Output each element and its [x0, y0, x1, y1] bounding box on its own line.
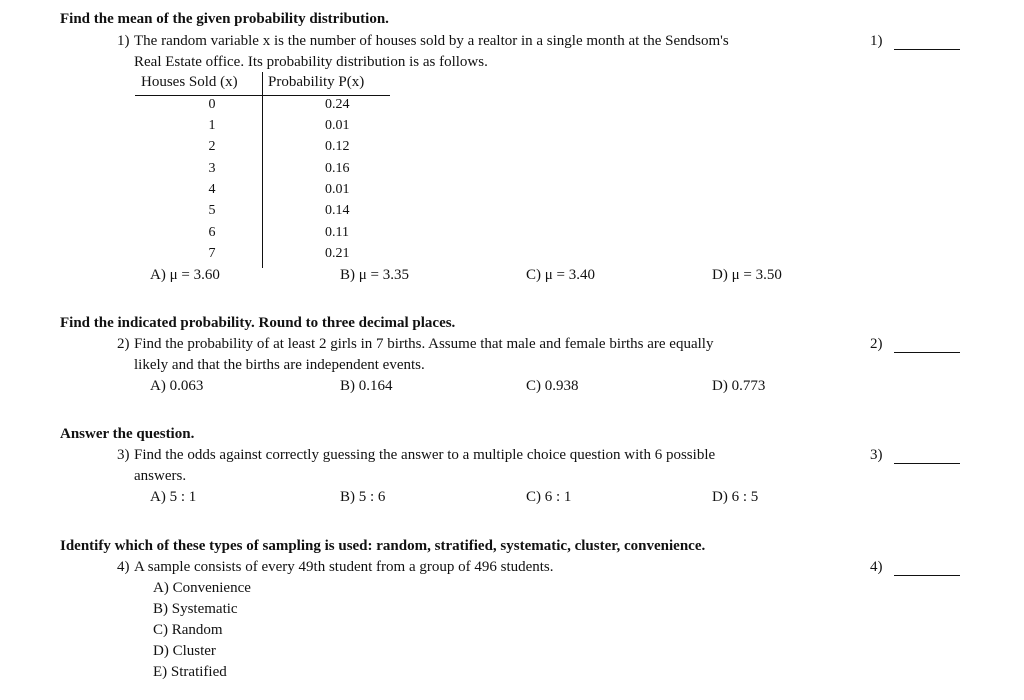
answer-blank-3[interactable]	[894, 463, 960, 464]
choice-1c[interactable]: C) μ = 3.40	[526, 267, 596, 283]
table-cell-x: 6	[208, 225, 216, 240]
question-number-2: 2)	[117, 336, 130, 352]
section-heading-1: Find the mean of the given probability distribution.	[60, 11, 389, 27]
question-text-3-line1: Find the odds against correctly guessing the answer to a multiple choice question with 6 possible	[134, 447, 716, 463]
table-header-probability: Probability P(x)	[268, 74, 365, 90]
choice-2c[interactable]: C) 0.938	[526, 378, 579, 394]
question-number-4: 4)	[117, 559, 130, 575]
choice-1d[interactable]: D) μ = 3.50	[712, 267, 782, 283]
choice-3c[interactable]: C) 6 : 1	[526, 489, 572, 505]
choice-3b[interactable]: B) 5 : 6	[340, 489, 386, 505]
table-cell-x: 3	[208, 161, 216, 176]
answer-label-2: 2)	[870, 336, 883, 352]
choice-4e[interactable]: E) Stratified	[153, 664, 227, 680]
choice-4c[interactable]: C) Random	[153, 622, 223, 638]
section-heading-4: Identify which of these types of sampling is used: random, stratified, systematic, cluster, convenience.	[60, 538, 706, 554]
question-number-1: 1)	[117, 33, 130, 49]
answer-label-3: 3)	[870, 447, 883, 463]
answer-label-1: 1)	[870, 33, 883, 49]
question-text-2-line2: likely and that the births are independent events.	[134, 357, 425, 373]
table-cell-x: 0	[208, 97, 216, 112]
table-cell-x: 1	[208, 118, 216, 133]
section-heading-2: Find the indicated probability. Round to three decimal places.	[60, 315, 456, 331]
choice-4a[interactable]: A) Convenience	[153, 580, 251, 596]
table-cell-p: 0.12	[325, 139, 350, 154]
table-cell-p: 0.11	[325, 225, 349, 240]
table-cell-x: 7	[208, 246, 216, 261]
choice-2a[interactable]: A) 0.063	[150, 378, 204, 394]
question-text-3-line2: answers.	[134, 468, 187, 484]
question-text-1-line1: The random variable x is the number of houses sold by a realtor in a single month at the Sendsom's	[134, 33, 729, 49]
table-cell-x: 5	[208, 203, 216, 218]
answer-blank-1[interactable]	[894, 49, 960, 50]
choice-4b[interactable]: B) Systematic	[153, 601, 238, 617]
choice-1b[interactable]: B) μ = 3.35	[340, 267, 410, 283]
choice-1a[interactable]: A) μ = 3.60	[150, 267, 220, 283]
answer-label-4: 4)	[870, 559, 883, 575]
table-cell-p: 0.01	[325, 182, 350, 197]
choice-3d[interactable]: D) 6 : 5	[712, 489, 759, 505]
question-number-3: 3)	[117, 447, 130, 463]
answer-blank-2[interactable]	[894, 352, 960, 353]
table-header-houses-sold: Houses Sold (x)	[141, 74, 238, 90]
section-heading-3: Answer the question.	[60, 426, 195, 442]
table-column-divider	[262, 72, 263, 268]
table-cell-p: 0.21	[325, 246, 350, 261]
choice-2b[interactable]: B) 0.164	[340, 378, 393, 394]
table-cell-p: 0.16	[325, 161, 350, 176]
table-cell-x: 2	[208, 139, 216, 154]
table-cell-p: 0.24	[325, 97, 350, 112]
table-cell-x: 4	[208, 182, 216, 197]
choice-2d[interactable]: D) 0.773	[712, 378, 766, 394]
question-text-4-line1: A sample consists of every 49th student from a group of 496 students.	[134, 559, 554, 575]
answer-blank-4[interactable]	[894, 575, 960, 576]
choice-3a[interactable]: A) 5 : 1	[150, 489, 197, 505]
table-cell-p: 0.14	[325, 203, 350, 218]
question-text-1-line2: Real Estate office. Its probability distribution is as follows.	[134, 54, 488, 70]
choice-4d[interactable]: D) Cluster	[153, 643, 216, 659]
table-cell-p: 0.01	[325, 118, 350, 133]
question-text-2-line1: Find the probability of at least 2 girls in 7 births. Assume that male and female births are equally	[134, 336, 714, 352]
